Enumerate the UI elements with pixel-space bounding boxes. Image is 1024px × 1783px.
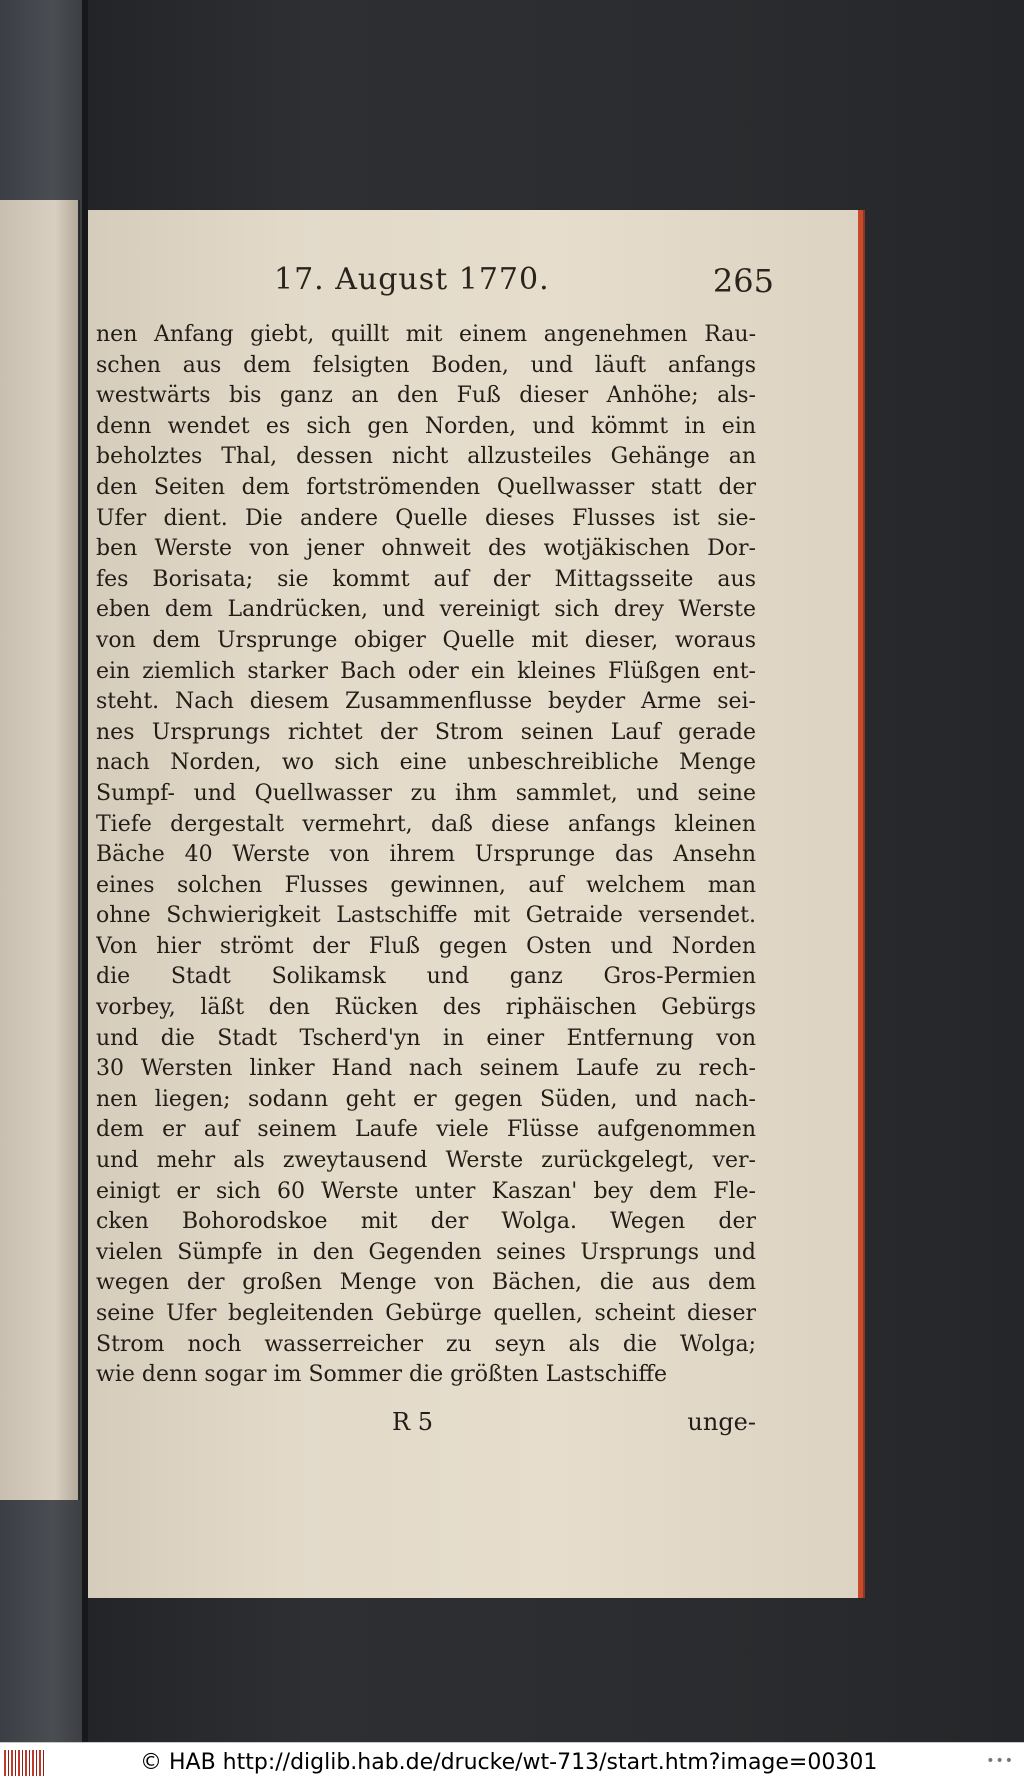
text-line: denn wendet es sich gen Norden, und kömmt in ein: [96, 413, 756, 439]
text-line: westwärts bis ganz an den Fuß dieser Anhöhe; als-: [96, 383, 756, 409]
text-line: dem er auf seinem Laufe viele Flüsse aufgenommen: [96, 1117, 756, 1143]
text-line: Bäche 40 Werste von ihrem Ursprunge das Ansehn: [96, 842, 756, 868]
text-line: den Seiten dem fortströmenden Quellwasser statt der: [96, 474, 756, 500]
status-url[interactable]: © HAB http://diglib.hab.de/drucke/wt-713/start.htm?image=00301: [140, 1750, 878, 1775]
text-line: Ufer dient. Die andere Quelle dieses Flusses ist sie-: [96, 505, 756, 531]
status-bar: [0, 1742, 1024, 1783]
running-head: [88, 262, 858, 302]
text-line: Tiefe dergestalt vermehrt, daß diese anfangs kleinen: [96, 811, 756, 837]
text-line: cken Bohorodskoe mit der Wolga. Wegen der: [96, 1209, 756, 1235]
more-icon[interactable]: •••: [986, 1753, 1014, 1769]
text-line: nach Norden, wo sich eine unbeschreibliche Menge: [96, 750, 756, 776]
running-head-title: 17. August 1770.: [274, 262, 550, 297]
text-line: eben dem Landrücken, und vereinigt sich drey Werste: [96, 597, 756, 623]
text-line: vorbey, läßt den Rücken des riphäischen Gebürgs: [96, 995, 756, 1021]
text-line: ohne Schwierigkeit Lastschiffe mit Getraide versendet.: [96, 903, 756, 929]
body-text: [96, 320, 756, 1391]
text-line: nen Anfang giebt, quillt mit einem angenehmen Rau-: [96, 322, 756, 347]
page-footer: [96, 1408, 756, 1444]
text-line: nen liegen; sodann geht er gegen Süden, und nach-: [96, 1086, 756, 1112]
book-page: [88, 210, 863, 1598]
text-line: ben Werste von jener ohnweit des wotjäkischen Dor-: [96, 536, 756, 562]
text-line: beholztes Thal, dessen nicht allzusteiles Gehänge an: [96, 444, 756, 470]
text-line: eines solchen Flusses gewinnen, auf welchem man: [96, 872, 756, 898]
text-line: vielen Sümpfe in den Gegenden seines Ursprungs und: [96, 1239, 756, 1265]
text-line: einigt er sich 60 Werste unter Kaszan' bey dem Fle-: [96, 1178, 756, 1204]
text-line: von dem Ursprunge obiger Quelle mit dieser, woraus: [96, 627, 756, 653]
text-line: fes Borisata; sie kommt auf der Mittagsseite aus: [96, 566, 756, 592]
signature-mark: R 5: [392, 1408, 433, 1436]
text-line: und die Stadt Tscherd'yn in einer Entfernung von: [96, 1025, 756, 1051]
previous-page-edge: [0, 200, 80, 1500]
page-number: 265: [712, 262, 774, 300]
text-line: steht. Nach diesem Zusammenflusse beyder Arme sei-: [96, 689, 756, 715]
catchword: unge-: [687, 1408, 756, 1436]
text-line: seine Ufer begleitenden Gebürge quellen, scheint dieser: [96, 1301, 756, 1326]
text-line: ein ziemlich starker Bach oder ein kleines Flüßgen ent-: [96, 658, 756, 684]
text-line: wegen der großen Menge von Bächen, die aus dem: [96, 1270, 756, 1296]
text-line: schen aus dem felsigten Boden, und läuft anfangs: [96, 352, 756, 378]
text-line: Strom noch wasserreicher zu seyn als die Wolga;: [96, 1331, 756, 1357]
text-line: und mehr als zweytausend Werste zurückgelegt, ver-: [96, 1148, 756, 1174]
text-line: Von hier strömt der Fluß gegen Osten und Norden: [96, 933, 756, 959]
text-line: 30 Wersten linker Hand nach seinem Laufe zu rech-: [96, 1056, 756, 1082]
text-line: wie denn sogar im Sommer die größten Lastschiffe: [96, 1362, 668, 1388]
text-line: die Stadt Solikamsk und ganz Gros-Permien: [96, 964, 756, 990]
barcode-icon: [4, 1750, 46, 1776]
text-line: Sumpf- und Quellwasser zu ihm sammlet, und seine: [96, 780, 756, 806]
text-line: nes Ursprungs richtet der Strom seinen Lauf gerade: [96, 719, 756, 745]
